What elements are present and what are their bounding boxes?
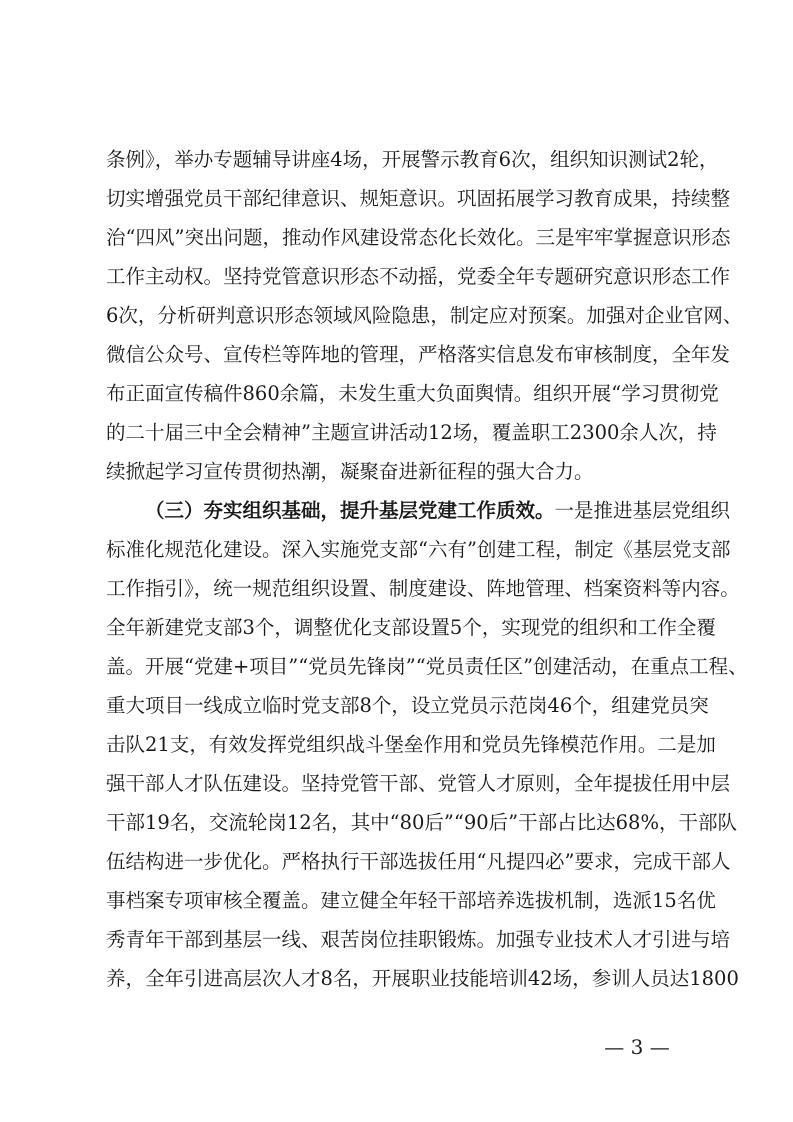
heading-line-text: 一是推进基层党组织	[554, 499, 731, 522]
text-line: 工作主动权。坚持党管意识形态不动摇，党委全年专题研究意识形态工作	[106, 265, 731, 288]
text-line: 的二十届三中全会精神”主题宣讲活动12场，覆盖职工2300余人次，持	[106, 421, 717, 444]
text-line: 布正面宣传稿件860余篇，未发生重大负面舆情。组织开展“学习贯彻党	[106, 382, 719, 405]
text-line: 6次，分析研判意识形态领域风险隐患，制定应对预案。加强对企业官网、	[106, 304, 743, 327]
text-line: 治“四风”突出问题，推动作风建设常态化长效化。三是牢牢掌握意识形态	[106, 226, 731, 249]
text-line: 干部19名，交流轮岗12名，其中“80后”“90后”干部占比达68%，干部队	[106, 811, 737, 834]
text-line: 盖。开展“党建+项目”“党员先锋岗”“党员责任区”创建活动，在重点工程、	[106, 655, 748, 678]
section-heading-line	[145, 493, 731, 529]
text-line: 全年新建党支部3个，调整优化支部设置5个，实现党的组织和工作全覆	[106, 616, 716, 639]
text-line: 切实增强党员干部纪律意识、规矩意识。巩固拓展学习教育成果，持续整	[106, 187, 731, 210]
page-number: — 3 —	[604, 1035, 670, 1059]
text-line: 标准化规范化建设。深入实施党支部“六有”创建工程，制定《基层党支部	[106, 538, 731, 561]
text-line: 事档案专项审核全覆盖。建立健全年轻干部培养选拔机制，选派15名优	[106, 889, 716, 912]
text-line: 强干部人才队伍建设。坚持党管干部、党管人才原则，全年提拔任用中层	[106, 772, 731, 795]
text-line: 微信公众号、宣传栏等阵地的管理，严格落实信息发布审核制度，全年发	[106, 343, 731, 366]
text-line: 击队21支，有效发挥党组织战斗堡垒作用和党员先锋模范作用。二是加	[106, 733, 716, 756]
text-line: 重大项目一线成立临时党支部8个，设立党员示范岗46个，组建党员突	[106, 694, 709, 717]
text-line: 秀青年干部到基层一线、艰苦岗位挂职锻炼。加强专业技术人才引进与培	[106, 928, 731, 951]
text-line: 工作指引》，统一规范组织设置、制度建设、阵地管理、档案资料等内容。	[106, 577, 740, 600]
text-line: 条例》，举办专题辅导讲座4场，开展警示教育6次，组织知识测试2轮，	[106, 148, 719, 171]
text-line: 养，全年引进高层次人才8名，开展职业技能培训42场，参训人员达1800	[106, 967, 739, 990]
section-heading: （三）夯实组织基础，提升基层党建工作质效。	[145, 499, 555, 522]
text-line: 伍结构进一步优化。严格执行干部选拔任用“凡提四必”要求，完成干部人	[106, 850, 731, 873]
text-line: 续掀起学习宣传贯彻热潮，凝聚奋进新征程的强大合力。	[106, 460, 594, 483]
